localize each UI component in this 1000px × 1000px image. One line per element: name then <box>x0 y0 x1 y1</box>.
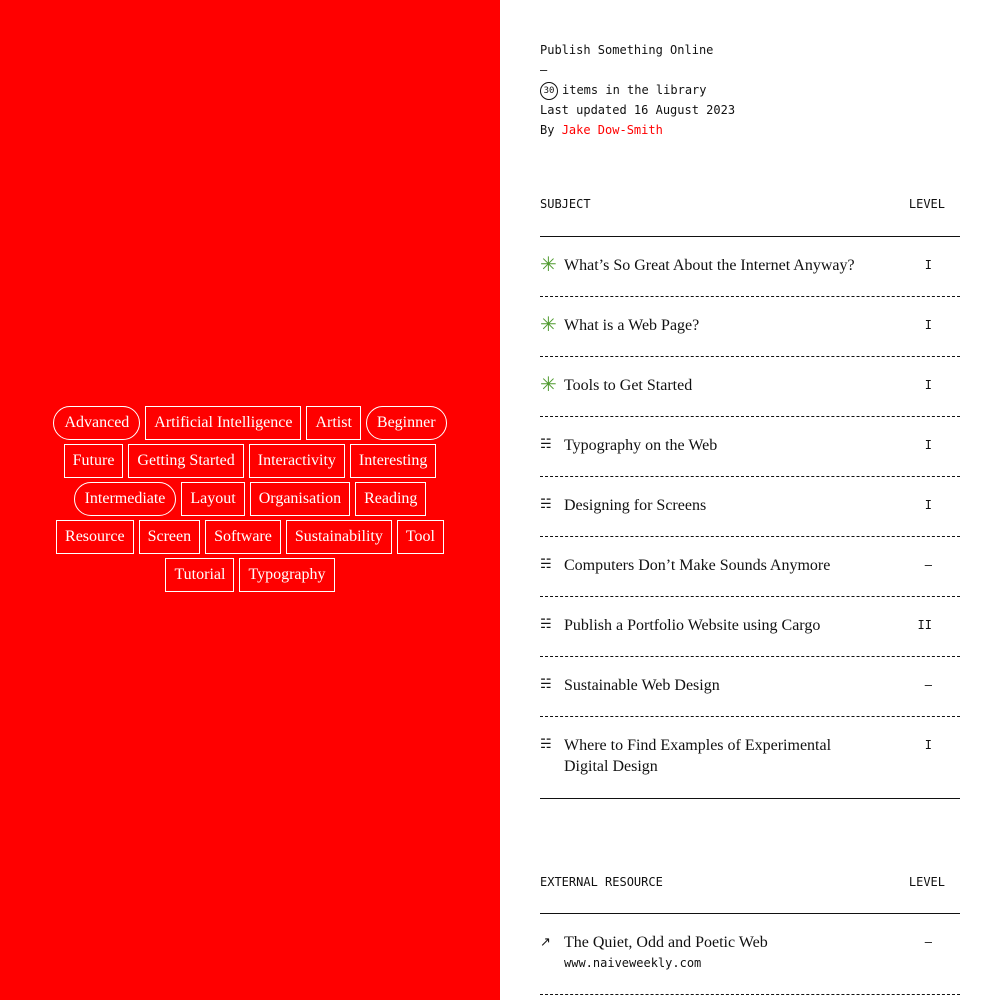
item-level: – <box>924 678 932 692</box>
asterisk-icon: ✳ <box>540 374 557 396</box>
tag-tutorial[interactable]: Tutorial <box>165 558 234 592</box>
tag-reading[interactable]: Reading <box>355 482 426 516</box>
list-item[interactable] <box>540 537 960 597</box>
list-item[interactable] <box>540 297 960 357</box>
tag-interesting[interactable]: Interesting <box>350 444 436 478</box>
item-title: Publish a Portfolio Website using Cargo <box>564 617 821 634</box>
tag-cloud <box>40 406 460 592</box>
asterisk-icon: ✳ <box>540 314 557 336</box>
tag-tool[interactable]: Tool <box>397 520 444 554</box>
lines-icon: ☵ <box>540 677 552 692</box>
external-resource-column-header: EXTERNAL RESOURCE <box>540 875 663 889</box>
list-item[interactable] <box>540 477 960 537</box>
list-item[interactable] <box>540 357 960 417</box>
meta-separator: – <box>540 63 548 77</box>
lines-icon: ☵ <box>540 497 552 512</box>
lines-icon: ☵ <box>540 437 552 452</box>
list-item[interactable] <box>540 914 960 995</box>
item-title: What’s So Great About the Internet Anyway? <box>564 257 855 274</box>
list-item[interactable] <box>540 417 960 477</box>
item-level: I <box>924 498 932 512</box>
item-title: Computers Don’t Make Sounds Anymore <box>564 557 831 574</box>
list-item[interactable] <box>540 237 960 297</box>
tag-future[interactable]: Future <box>64 444 124 478</box>
subject-column-header: SUBJECT <box>540 197 591 211</box>
last-updated: Last updated 16 August 2023 <box>540 103 736 117</box>
tag-screen[interactable]: Screen <box>139 520 201 554</box>
byline <box>540 120 960 140</box>
asterisk-icon: ✳ <box>540 254 557 276</box>
level-column-header: LEVEL <box>908 875 945 889</box>
item-count-label: items in the library <box>562 83 707 97</box>
item-level: I <box>924 318 932 332</box>
item-count-badge: 30 <box>540 82 558 100</box>
tag-intermediate[interactable]: Intermediate <box>74 482 177 516</box>
item-count-line <box>540 80 960 100</box>
list-item[interactable] <box>540 717 960 799</box>
item-level: II <box>917 618 932 632</box>
item-level: I <box>924 738 932 752</box>
external-resource-list <box>540 914 960 995</box>
item-title: Where to Find Examples of Experimental Digital Design <box>564 737 832 775</box>
author-link[interactable]: Jake Dow-Smith <box>561 123 663 137</box>
item-level: I <box>924 438 932 452</box>
level-column-header: LEVEL <box>908 197 945 211</box>
lines-icon: ☵ <box>540 737 552 752</box>
tag-layout[interactable]: Layout <box>181 482 244 516</box>
tag-interactivity[interactable]: Interactivity <box>249 444 345 478</box>
tag-artificial-intelligence[interactable]: Artificial Intelligence <box>145 406 301 440</box>
item-level: – <box>924 558 932 572</box>
lines-icon: ☵ <box>540 617 552 632</box>
tag-organisation[interactable]: Organisation <box>250 482 350 516</box>
tag-software[interactable]: Software <box>205 520 281 554</box>
tag-sustainability[interactable]: Sustainability <box>286 520 392 554</box>
library-meta <box>540 40 960 140</box>
lines-icon: ☵ <box>540 557 552 572</box>
tag-beginner[interactable]: Beginner <box>366 406 447 440</box>
library-title: Publish Something Online <box>540 43 714 57</box>
tag-advanced[interactable]: Advanced <box>53 406 140 440</box>
arrow-up-right-icon: ↗ <box>540 935 551 950</box>
item-title: Tools to Get Started <box>564 377 693 394</box>
item-title: The Quiet, Odd and Poetic Web <box>564 934 768 951</box>
tag-resource[interactable]: Resource <box>56 520 134 554</box>
library-panel <box>540 0 960 1000</box>
list-item[interactable] <box>540 597 960 657</box>
subject-list <box>540 237 960 799</box>
tag-getting-started[interactable]: Getting Started <box>128 444 243 478</box>
item-title: Designing for Screens <box>564 497 707 514</box>
item-level: I <box>924 378 932 392</box>
item-level: – <box>924 935 932 949</box>
subject-header <box>540 197 960 237</box>
item-title: Sustainable Web Design <box>564 677 720 694</box>
item-title: What is a Web Page? <box>564 317 700 334</box>
item-title: Typography on the Web <box>564 437 718 454</box>
tag-artist[interactable]: Artist <box>306 406 360 440</box>
item-url[interactable]: www.naiveweekly.com <box>564 956 702 970</box>
tag-typography[interactable]: Typography <box>239 558 334 592</box>
external-resource-header <box>540 875 960 914</box>
item-level: I <box>924 258 932 272</box>
list-item[interactable] <box>540 657 960 717</box>
by-label: By <box>540 123 555 137</box>
